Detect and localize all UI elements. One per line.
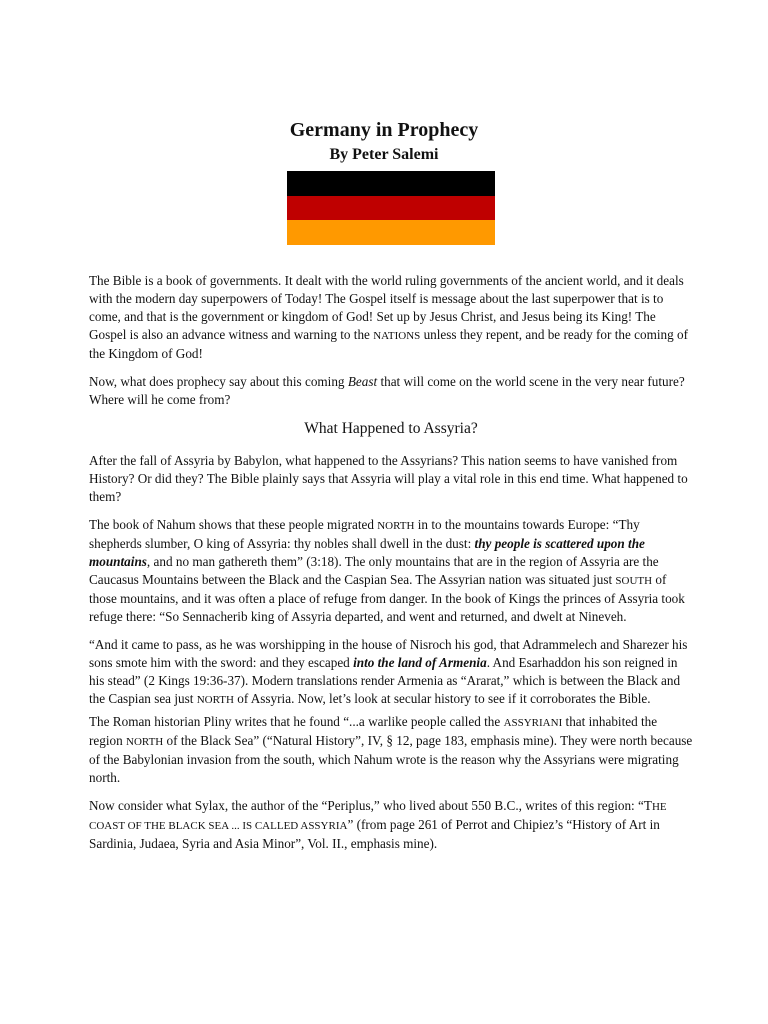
bold-italic-text: thy people is scattered upon the mountains	[89, 536, 645, 569]
flag-stripe-red	[287, 196, 495, 221]
flag-stripe-black	[287, 171, 495, 196]
paragraph-fall-of-assyria: After the fall of Assyria by Babylon, what happened to the Assyrians? This nation seems to have vanished from History? Or did they? The Bible plainly says that Assyria will play a vital role in this end time. What happened to them?	[89, 453, 688, 504]
text-run: Now, what does prophecy say about this coming	[89, 374, 348, 389]
bold-italic-text: into the land of Armenia	[353, 655, 487, 670]
text-run: ” (from page 261 of Perrot and Chipiez’s “History of Art in Sardinia, Judaea, Syria and Asia Minor”, Vol. II., emphasis mine).	[89, 817, 660, 851]
text-run: of the Black Sea” (“Natural History”, IV, § 12, page 183, emphasis mine). They were north because of the Babylonian invasion from the south, which Nahum wrote is the reason why the Assyrians were migrating north.	[89, 733, 693, 785]
text-run: , and no man gathereth them” (3:18). The only mountains that are in the region of Assyria are the Caucasus Mountains between the Black and the Caspian Sea. The Assyrian nation was situated just	[89, 554, 659, 587]
small-caps-text: HE COAST OF THE BLACK SEA ... IS CALLED ASSYRIA	[89, 801, 667, 832]
text-run: Now consider what Sylax, the author of the “Periplus,” who lived about 550 B.C., writes of this region: “T	[89, 798, 652, 813]
paragraph-beast	[89, 373, 693, 409]
text-run: in to the mountains towards Europe: “Thy shepherds slumber, O king of Assyria: thy nobles shall dwell in the dust:	[89, 517, 640, 551]
text-run: The book of Nahum shows that these people migrated	[89, 517, 378, 532]
paragraph-kings	[89, 636, 693, 709]
author-byline: By Peter Salemi	[329, 146, 439, 163]
article-body	[89, 272, 693, 863]
text-run: unless they repent, and be ready for the coming of the Kingdom of God!	[89, 327, 688, 361]
paragraph-intro	[89, 272, 693, 363]
small-caps-text: NORTH	[126, 736, 164, 748]
small-caps-text: NATIONS	[373, 330, 421, 342]
text-run: that will come on the world scene in the very near future? Where will he come from?	[89, 374, 685, 407]
small-caps-text: NORTH	[196, 694, 234, 706]
text-run: The Roman historian Pliny writes that he found “...a warlike people called the	[89, 714, 504, 729]
section-heading: What Happened to Assyria?	[304, 420, 478, 437]
paragraph-sylax	[89, 797, 693, 853]
paragraph-nahum	[89, 516, 693, 626]
text-run: . And Esarhaddon his son reigned in his stead” (2 Kings 19:36-37). Modern translations render Armenia as “Ararat,” which is between the Black and the Caspian sea just	[89, 655, 681, 706]
small-caps-text: ASSYRIANI	[503, 717, 563, 729]
text-run: of those mountains, and it was often a place of refuge from danger. In the book of Kings the princes of Assyria took refuge there: “So Sennacherib king of Assyria departed, and went and returned, and dwelt at Nineveh.	[89, 572, 685, 624]
text-run: The Bible is a book of governments. It dealt with the world ruling governments of the ancient world, and it deals with the modern day superpowers of Today! The Gospel itself is message about the last superpower that is to come, and that is the government or kingdom of God! Set up by Jesus Christ, and Jesus being its King! The Gospel is also an advance witness and warning to the	[89, 273, 684, 342]
italic-text: Beast	[347, 374, 378, 389]
text-run: of Assyria. Now, let’s look at secular history to see if it corroborates the Bible.	[233, 691, 651, 706]
paragraph-pliny	[89, 713, 693, 787]
text-run: “And it came to pass, as he was worshipping in the house of Nisroch his god, that Adrammelech and Sharezer his sons smote him with the sword: and they escaped	[89, 637, 688, 670]
small-caps-text: NORTH	[377, 520, 415, 532]
flag-stripe-gold	[287, 220, 495, 245]
text-run: that inhabited the region	[89, 714, 658, 748]
small-caps-text: SOUTH	[615, 575, 653, 587]
germany-flag	[287, 171, 495, 245]
document-title: Germany in Prophecy	[289, 119, 479, 141]
